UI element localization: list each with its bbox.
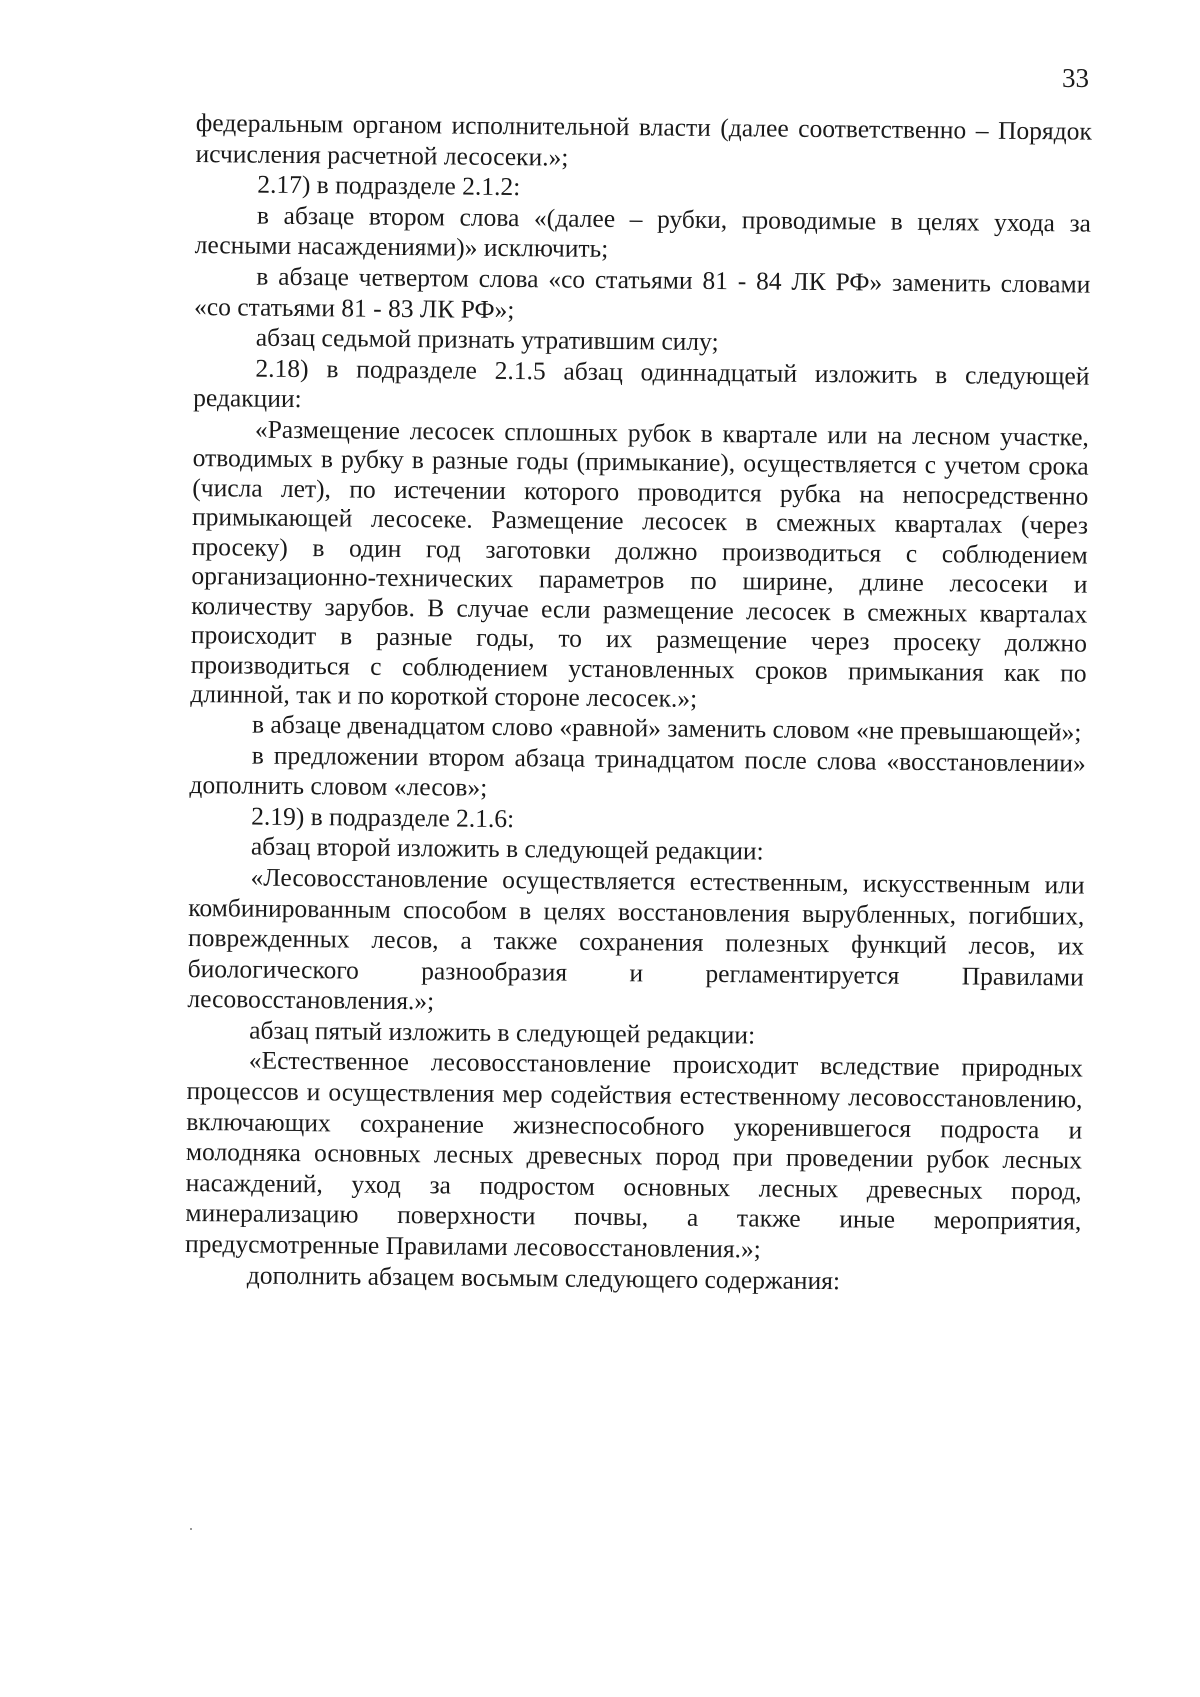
paragraph-amend-abzats-8: дополнить абзацем восьмым следующего содержания: (246, 1260, 841, 1295)
paragraph-quote-lesovosstanovlenie: «Лесовосстановление осуществляется естественным, искусственным или комбинированным способом в целях восстановления вырубленных, погибших, поврежденных лесов, а также сохранения полезных функций лесов, их биологического разнообразия и регламентируется Правилами лесовосстановления.»; (187, 862, 1085, 1016)
scan-speck (190, 1528, 192, 1530)
document-body (185, 108, 1092, 1299)
paragraph-item-2-17: 2.17) в подразделе 2.1.2: (257, 169, 521, 202)
paragraph-amend-abzats-5: абзац пятый изложить в следующей редакции: (249, 1015, 756, 1050)
paragraph-amend-abzats-2-new: абзац второй изложить в следующей редакции: (250, 831, 764, 866)
paragraph-quote-estestvennoe: «Естественное лесовосстановление происходит вследствие природных процессов и осуществления мер содействия естественному лесовосстановлению, включающих сохранение жизнеспособного укоренившегося подроста и молодняка основных лесных древесных пород при проведении рубок лесных насаждений, уход за подростом основных лесных древесных пород, минерализацию поверхности почвы, а также иные мероприятия, предусмотренные Правилами лесовосстановления.»; (184, 1046, 1083, 1264)
paragraph-item-2-18: 2.18) в подразделе 2.1.5 абзац одиннадцатый изложить в следующей редакции: (193, 353, 1090, 414)
paragraph-amend-abzats-4: в абзаце четвертом слова «со статьями 81 - 84 ЛК РФ» заменить словами «со статьями 81 - 83 ЛК РФ»; (193, 261, 1091, 324)
paragraph-amend-abzats-13: в предложении втором абзаца тринадцатом после слова «восстановлении» дополнить словом «лесов»; (189, 740, 1086, 802)
page-number: 33 (1062, 63, 1089, 93)
paragraph-amend-abzats-12: в абзаце двенадцатом слово «равной» заменить словом «не превышающей»; (251, 709, 1082, 747)
paragraph-amend-abzats-2: в абзаце втором слова «(далее – рубки, проводимые в целях ухода за лесными насаждениями)» исключить; (194, 200, 1092, 264)
paragraph-amend-abzats-7: абзац седьмой признать утратившим силу; (255, 322, 719, 357)
paragraph-item-2-19: 2.19) в подразделе 2.1.6: (251, 801, 515, 833)
paragraph-quote-lesoseki: «Размещение лесосек сплошных рубок в квартале или на лесном участке, отводимых в рубку в разные годы (примыкание), осуществляется с учетом срока (числа лет), по истечении которого проводится рубка на непосредственно примыкающей лесосеке. Размещение лесосек в смежных кварталах (через просеку) в один год заготовки должно производиться с соблюдением организационно-технических параметров по ширине, длине лесосеки и количеству зарубов. В случае если размещение лесосек в смежных кварталах происходит в разные годы, то их размещение через просеку должно производиться с соблюдением установленных сроков примыкания как по длинной, так и по короткой стороне лесосек.»; (190, 414, 1090, 714)
paragraph-continuation: федеральным органом исполнительной власти (далее соответственно – Порядок исчисления расчетной лесосеки.»; (195, 108, 1092, 172)
